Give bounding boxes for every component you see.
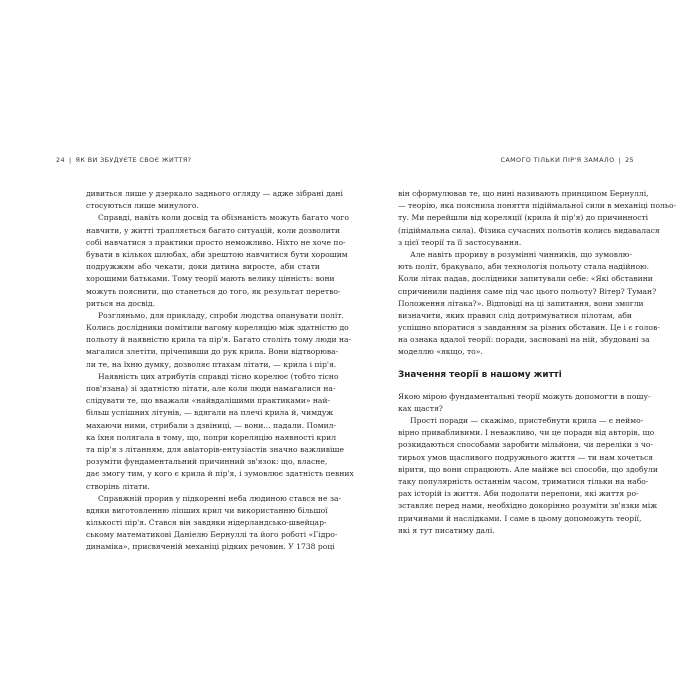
text-line: — теорію, яка пояснила поняття підіймальної сили в механіці польо- <box>398 201 677 211</box>
text-line: створінь літати. <box>86 481 150 491</box>
book-spread <box>56 156 677 552</box>
text-line: Колись дослідники помітили вагому кореляцію між здатністю до <box>86 323 349 333</box>
text-line: бувати в кількох шлюбах, аби зрештою навчитися бути хорошим <box>86 249 348 259</box>
text-line: пов'язана) зі здатністю літати, але коли люди намагалися на- <box>86 384 336 393</box>
left-running-head <box>56 156 191 165</box>
text-line: риться на досвід. <box>86 298 156 308</box>
section-heading: Значення теорії в нашому житті <box>398 369 562 380</box>
text-line: ському математикові Даніелю Бернуллі та його роботі «Гідро- <box>86 530 338 540</box>
text-line: подружжям або чекати, доки дитина виросте, аби стати <box>86 262 320 272</box>
text-line: вірити, що вони спрацюють. Але майже всі способи, що здобули <box>398 464 658 474</box>
text-line: ли те, на їхню думку, дозволяє птахам літати, — крила і пір'я. <box>86 359 337 369</box>
text-line: таку популярність останнім часом, триматися тільки на набо- <box>398 476 649 486</box>
text-line: на ознака вдалої теорії: поради, засновані на ній, збудовані за <box>398 335 650 345</box>
left-page-text <box>86 188 354 554</box>
right-running-title: САМОГО ТІЛЬКИ ПІР'Я ЗАМАЛО <box>500 156 615 164</box>
text-line: польоту й наявністю крила та пір'я. Багато століть тому люди на- <box>86 335 352 345</box>
text-line: слідувати те, що вважали «найвдалішими практиками» най- <box>86 396 331 406</box>
right-page-text <box>398 188 677 537</box>
text-line: з цієї теорії та її застосування. <box>398 237 522 247</box>
text-line: та пір'я з літанням, для авіаторів-ентузіастів значно важливіше <box>86 444 344 454</box>
left-head-separator: | <box>68 156 72 164</box>
text-line: зставляє перед нами, необхідно докорінно розуміти зв'язки між <box>398 501 658 511</box>
text-line: Справжній прорив у підкоренні неба людиною стався не за- <box>98 493 342 503</box>
text-line: які я тут писатиму далі. <box>398 525 495 535</box>
text-line: хорошими батьками. Тому теорії мають велику цінність: вони <box>86 274 335 284</box>
text-line: більш успішних літунів, — вдягали на плечі крила й, чимдуж <box>86 408 334 418</box>
text-line: Прості поради — скажімо, пристебнути крила — є неймо- <box>410 416 644 425</box>
text-line: Коли літак падав, дослідники запитували себе: «Які обставини <box>398 274 653 284</box>
text-line: він сформулював те, що нині називають принципом Бернуллі, <box>398 189 649 198</box>
text-line: навчити, у житті трапляється багато ситуацій, коли дозволити <box>86 225 341 235</box>
text-line: розкидаються способами заробити мільйони, чи переліки з чо- <box>398 440 654 450</box>
text-line: стосуються лише минулого. <box>86 201 199 211</box>
text-line: вдяки виготовленню ліпших крил чи використанню більшої <box>86 505 328 515</box>
right-head-separator: | <box>618 156 622 164</box>
left-page-number: 24 <box>56 156 65 164</box>
text-line: Наявність цих атрибутів справді тісно корелює (тобто тісно <box>98 371 339 381</box>
left-running-title: ЯК ВИ ЗБУДУЄТЕ СВОЄ ЖИТТЯ? <box>75 156 192 164</box>
text-line: Положення літака?». Відповіді на ці запитання, вони змогли <box>398 298 644 308</box>
text-line: ту. Ми перейшли від кореляції (крила й пір'я) до причинності <box>398 213 649 223</box>
text-line: магалися злетіти, прічепивши до рук крила. Вони відтворюва- <box>86 347 339 357</box>
text-line: спричинили падіння саме під час цього польоту? Вітер? Туман? <box>398 286 657 296</box>
right-running-head <box>500 156 634 165</box>
text-line: вірно привабливими. І неважливо, чи це поради від авторів, що <box>398 428 655 438</box>
text-line: Якою мірою фундаментальні теорії можуть допомогти в пошу- <box>398 391 651 401</box>
text-line: динаміка», присвяченій механіці рідких речовин. У 1738 році <box>86 542 335 552</box>
text-line: ка їхня полягала в тому, що, попри кореляцію наявності крил <box>86 432 337 442</box>
text-line: (підіймальна сила). Фізика сучасних польотів колись видавалася <box>398 225 660 235</box>
text-line: визначити, яких правил слід дотримуватися пілотам, аби <box>398 310 632 320</box>
text-line: тирьох умов щасливого подружнього життя — ти нам хочеться <box>398 452 654 462</box>
text-line: успішно впоратися з завданням за різних обставин. Це і є голов- <box>398 323 660 333</box>
text-line: Справді, навіть коли досвід та обізнаність можуть багато чого <box>98 213 349 223</box>
text-line: собі навчатися з практики просто неможливо. Ніхто не хоче по- <box>86 237 346 247</box>
text-line: Розгляньмо, для прикладу, спроби людства опанувати політ. <box>98 310 344 320</box>
text-line: розуміти фундаментальний причинний зв'язок: що, власне, <box>86 457 328 467</box>
text-line: причинами й наслідками. І саме в цьому допоможуть теорії, <box>398 513 642 523</box>
text-line: махаючи ними, стрибали з дзвіниці, — вони... падали. Помил- <box>86 420 337 430</box>
text-line: дає змогу тим, у кого є крила й пір'я, і зумовлює здатність певних <box>86 469 354 479</box>
text-line: моделлю «якщо, то». <box>398 347 483 357</box>
text-line: можуть пояснити, що станеться до того, як результат перетво- <box>86 286 341 296</box>
text-line: кількості пір'я. Стався він завдяки нідерландсько-швейцар- <box>86 518 327 528</box>
text-line: рах історій із життя. Аби подолати перепони, які життя ро- <box>398 489 639 499</box>
right-page-number: 25 <box>625 156 634 164</box>
text-line: Але навіть прориву в розумінні чинників, що зумовлю- <box>410 249 632 259</box>
text-line: ках щастя? <box>398 403 443 413</box>
text-line: ють політ, бракувало, аби технологія польоту стала надійною. <box>398 262 650 272</box>
text-line: дивиться лише у дзеркало заднього огляду — адже зібрані дані <box>86 189 343 198</box>
